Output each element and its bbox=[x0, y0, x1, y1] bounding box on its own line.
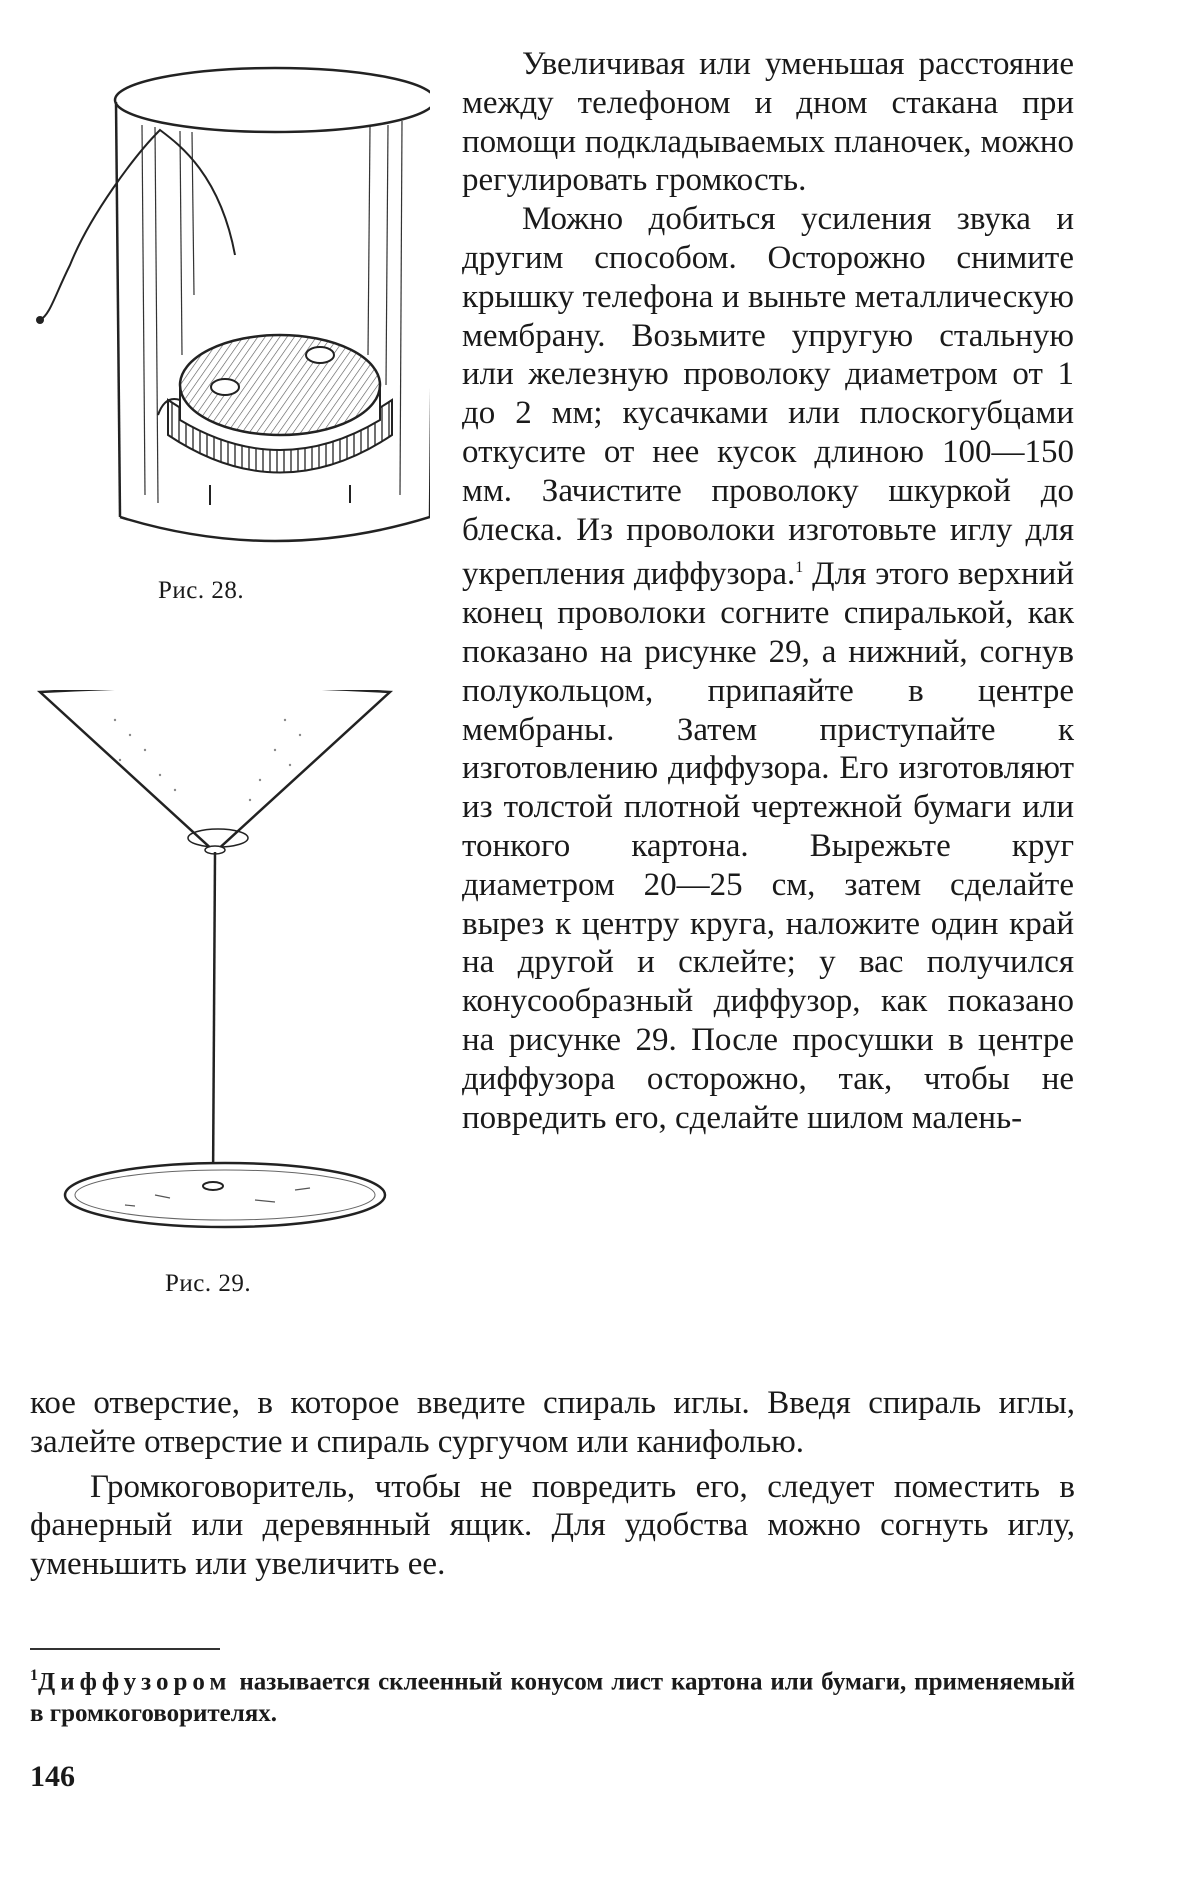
paragraph-1: Увеличивая или уменьшая расстояние между телефоном и дном стакана при помощи подкладываемых планочек, можно регулировать громкость. bbox=[462, 46, 1074, 199]
glass-cylinder-icon bbox=[30, 55, 430, 560]
footnote bbox=[30, 1660, 1075, 1730]
full-width-text bbox=[30, 1384, 1075, 1584]
needle-icon bbox=[213, 852, 215, 1185]
figure-28 bbox=[30, 55, 430, 560]
paragraph-2-continued: Для этого верхний конец проволоки согните спиралькой, как показано на рисунке 29, а нижний, согнув полукольцом, припаяйте в центре мембраны. Затем приступайте к изготовлению диффузора. Его изготовляют из толстой плотной чертежной бумаги или тонкого картона. Вырежьте круг диаметром 20—25 см, затем сделайте вырез к центру круга, наложите один край на другой и склейте; у вас получился конусообразный диффузор, как показано на рисунке 29. После просушки в центре диффузора осторожно, так, чтобы не повредить его, сделайте шилом малень- bbox=[462, 556, 1074, 1136]
paragraph-3: Громкоговоритель, чтобы не повредить его, следует поместить в фанерный или деревянный ящик. Для удобства можно согнуть иглу, уменьшить или увеличить ее. bbox=[30, 1468, 1075, 1583]
wire-icon bbox=[40, 130, 235, 320]
footnote-text: называется склеенный конусом лист картона или бумаги, применяемый в громкоговорителях. bbox=[30, 1668, 1076, 1728]
footnote-divider bbox=[30, 1648, 220, 1650]
paragraph-2 bbox=[462, 200, 1074, 1137]
figure-29 bbox=[35, 690, 435, 1230]
footnote-reference[interactable]: 1 bbox=[795, 559, 804, 577]
right-column-text bbox=[462, 45, 1074, 1137]
footnote-mark: 1 bbox=[30, 1667, 38, 1684]
page-number: 146 bbox=[30, 1760, 75, 1793]
paragraph-2-end: кое отверстие, в которое введите спираль иглы. Введя спираль иглы, залейте отверстие и спираль сургучом или канифолью. bbox=[30, 1385, 1075, 1460]
base-disc-icon bbox=[65, 1163, 385, 1227]
cone-diffuser-icon bbox=[35, 690, 435, 1230]
footnote-term: Диффузором bbox=[38, 1668, 232, 1696]
telephone-capsule-icon bbox=[158, 335, 392, 505]
paragraph-2-text: Можно добиться усиления звука и другим способом. Осторожно снимите крышку телефона и выньте металлическую мембрану. Возьмите упругую стальную или железную проволоку диаметром от 1 до 2 мм; кусачками или плоскогубцами откусите от нее кусок длиною 100—150 мм. Зачистите проволоку шкуркой до блеска. Из проволоки изготовьте иглу для укрепления диффузора. bbox=[462, 201, 1074, 593]
figure-29-caption: Рис. 29. bbox=[165, 1270, 252, 1297]
figure-28-caption: Рис. 28. bbox=[158, 577, 245, 604]
